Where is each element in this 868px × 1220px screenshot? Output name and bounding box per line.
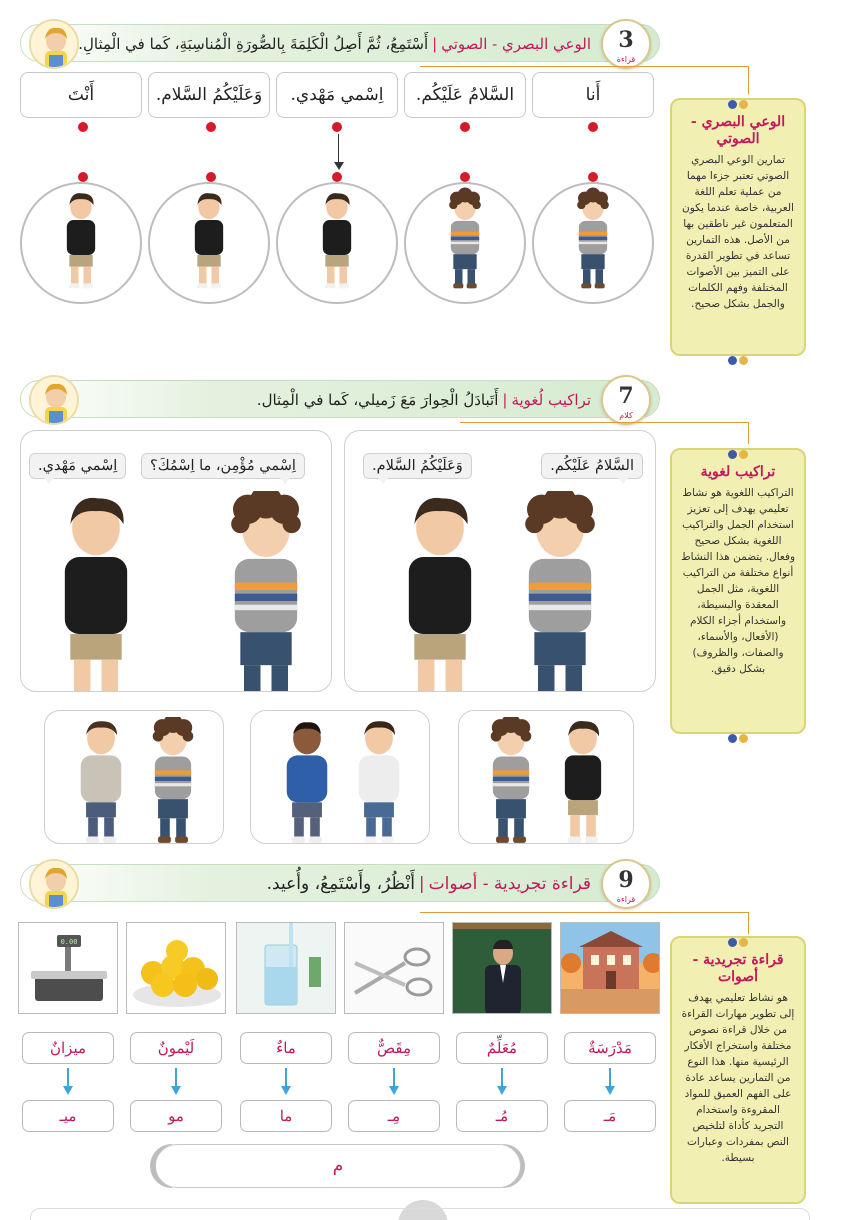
bottom-strip [30, 1208, 810, 1220]
connector-line [460, 422, 748, 423]
scale-display-readout: 0.00 [60, 938, 78, 946]
scale-picture [18, 922, 118, 1014]
speech-bubble: السَّلامُ عَلَيْكُم. [541, 453, 643, 479]
section9-number-badge [601, 859, 651, 909]
dots-icon [727, 932, 749, 942]
lemons-picture [126, 922, 226, 1014]
speech-bubble: اِسْمي مُؤْمِن، ما اِسْمُكَ؟ [141, 453, 305, 479]
word-label[interactable]: ميزانٌ [22, 1032, 114, 1064]
down-arrow-icon [280, 1068, 292, 1096]
section9-banner [20, 864, 660, 902]
letter-pill: م [155, 1144, 521, 1188]
card-body: هو نشاط تعليمي يهدف إلى تطوير مهارات القراءة من خلال قراءة نصوص مختلفة واستخراج الأفكار الرئيسية منها. هذا النوع من التمارين يساعد عادة على الفهم العميق للمواد المقروءة واستخدام التجريد كأداة لتلخيص النص بمفردات وعبارات بسيطة. [681, 992, 795, 1164]
section7-banner [20, 380, 660, 418]
section9-heading: قراءة تجريدية - أصوات|أَنْظُرُ، وأَسْتَمِعُ، وأُعيد. [266, 874, 591, 894]
card-title: الوعي البصري - الصوتي [690, 114, 786, 147]
word-label[interactable]: مُعَلِّمٌ [456, 1032, 548, 1064]
picture-circle[interactable] [532, 182, 654, 304]
word-label[interactable]: لَيْمونٌ [130, 1032, 222, 1064]
example-arrow [338, 134, 339, 164]
section3-category: قراءة [616, 55, 636, 64]
word-box[interactable]: أَنا [532, 72, 654, 118]
match-dot[interactable] [588, 172, 598, 182]
match-dot[interactable] [78, 122, 88, 132]
scissors-picture [344, 922, 444, 1014]
dots-icon [727, 444, 749, 454]
word-label[interactable]: ماءٌ [240, 1032, 332, 1064]
letter-label[interactable]: ما [240, 1100, 332, 1132]
match-dot[interactable] [332, 122, 342, 132]
dots-icon [727, 94, 749, 104]
word-box[interactable]: اِسْمي مَهْدي. [276, 72, 398, 118]
word-box[interactable]: أَنْتَ [20, 72, 142, 118]
section3-number: 3 [618, 27, 634, 53]
section7-title: تراكيب لُغوية [511, 391, 591, 409]
connector-line [420, 66, 748, 67]
card-body: تمارين الوعي البصري الصوتي تعتبر جزءا مهما من عملية تعلم اللغة العربية، خاصة عندما يكون المتعلمون غير ناطقين بها من الأصل. هذه التمارين تساعد في تطوير القدرة على التميز بين الأصوات المختلفة وفهم الكلمات والجمل بشكل صحيح. [682, 154, 794, 310]
water-picture [236, 922, 336, 1014]
dots-icon [727, 350, 749, 360]
section3-instruction: أَسْتَمِعُ، ثُمَّ أَصِلُ الْكَلِمَةَ بِالصُّورَةِ الْمُناسِبَةِ، كَما في الْمِثالِ. [78, 35, 429, 53]
word-box[interactable]: وَعَلَيْكُمُ السَّلام. [148, 72, 270, 118]
letter-label[interactable]: مو [130, 1100, 222, 1132]
word-label[interactable]: مِقَصٌّ [348, 1032, 440, 1064]
word-box[interactable]: السَّلامُ عَلَيْكُم. [404, 72, 526, 118]
dialogue-panel-names [20, 430, 332, 692]
arrow-head-icon [334, 162, 344, 170]
section9-number: 9 [618, 867, 634, 893]
letter-label[interactable]: مُـ [456, 1100, 548, 1132]
card-title: تراكيب لغوية [700, 464, 776, 480]
section7-category: كلام [619, 411, 633, 420]
section9-title: قراءة تجريدية - أصوات [428, 874, 591, 894]
match-dot[interactable] [332, 172, 342, 182]
practice-handshake-illustration [45, 711, 224, 844]
picture-circle[interactable] [20, 182, 142, 304]
section9-category: قراءة [616, 895, 636, 904]
picture-circle[interactable] [276, 182, 398, 304]
two-kids-icon [29, 375, 79, 425]
match-dot[interactable] [460, 172, 470, 182]
down-arrow-icon [604, 1068, 616, 1096]
student-reading-icon [29, 859, 79, 909]
section7-number: 7 [618, 383, 634, 409]
letter-label[interactable]: مَـ [564, 1100, 656, 1132]
dots-icon [727, 728, 749, 738]
card-body: التراكيب اللغوية هو نشاط تعليمي يهدف إلى تعزيز استخدام الجمل والتراكيب اللغوية بشكل صحيح وفعال. يتضمن هذا النشاط أنواع مختلفة من التراكيب اللغوية، مثل الجمل المعقدة والبسيطة، واستخدام أجزاء الكلام (الأفعال، والأسماء، والصفات، والظروف) بشكل دقيق. [680, 487, 796, 675]
down-arrow-icon [62, 1068, 74, 1096]
practice-handshake-illustration [251, 711, 430, 844]
letter-label[interactable]: مِـ [348, 1100, 440, 1132]
info-card-abstract-reading [670, 936, 806, 1204]
section7-instruction: أَتَبادَلُ الْحِوارَ مَعَ زَميلي، كَما في الْمِثال. [256, 391, 499, 409]
practice-handshake-illustration [459, 711, 634, 844]
section7-heading: تراكيب لُغوية|أَتَبادَلُ الْحِوارَ مَعَ زَميلي، كَما في الْمِثال. [256, 391, 591, 409]
speech-bubble: وَعَلَيْكُمُ السَّلام. [363, 453, 472, 479]
match-dot[interactable] [78, 172, 88, 182]
picture-circle[interactable] [404, 182, 526, 304]
speech-bubble: اِسْمي مَهْدي. [29, 453, 126, 479]
word-label[interactable]: مَدْرَسَةٌ [564, 1032, 656, 1064]
match-dot[interactable] [206, 172, 216, 182]
info-card-linguistic-structures [670, 448, 806, 734]
practice-panel [458, 710, 634, 844]
connector-line [748, 912, 749, 934]
connector-line [748, 422, 749, 444]
letter-label[interactable]: ميـ [22, 1100, 114, 1132]
match-dot[interactable] [588, 122, 598, 132]
section3-heading: الوعي البصري - الصوتي|أَسْتَمِعُ، ثُمَّ أَصِلُ الْكَلِمَةَ بِالصُّورَةِ الْمُناسِبَةِ، كَما في الْمِثالِ. [78, 35, 591, 53]
info-card-visual-phonetic [670, 98, 806, 356]
section3-banner [20, 24, 660, 62]
down-arrow-icon [496, 1068, 508, 1096]
school-picture [560, 922, 660, 1014]
dialogue-panel-greeting [344, 430, 656, 692]
practice-panel [250, 710, 430, 844]
section7-number-badge [601, 375, 651, 425]
section3-number-badge [601, 19, 651, 69]
down-arrow-icon [170, 1068, 182, 1096]
card-title: قراءة تجريدية - أصوات [692, 952, 784, 985]
match-dot[interactable] [206, 122, 216, 132]
section9-instruction: أَنْظُرُ، وأَسْتَمِعُ، وأُعيد. [266, 874, 415, 894]
connector-line [420, 912, 748, 913]
practice-panel [44, 710, 224, 844]
student-avatar-icon [29, 19, 79, 69]
section3-title: الوعي البصري - الصوتي [441, 35, 591, 53]
connector-line [748, 66, 749, 94]
match-dot[interactable] [460, 122, 470, 132]
down-arrow-icon [388, 1068, 400, 1096]
picture-circle[interactable] [148, 182, 270, 304]
teacher-picture [452, 922, 552, 1014]
